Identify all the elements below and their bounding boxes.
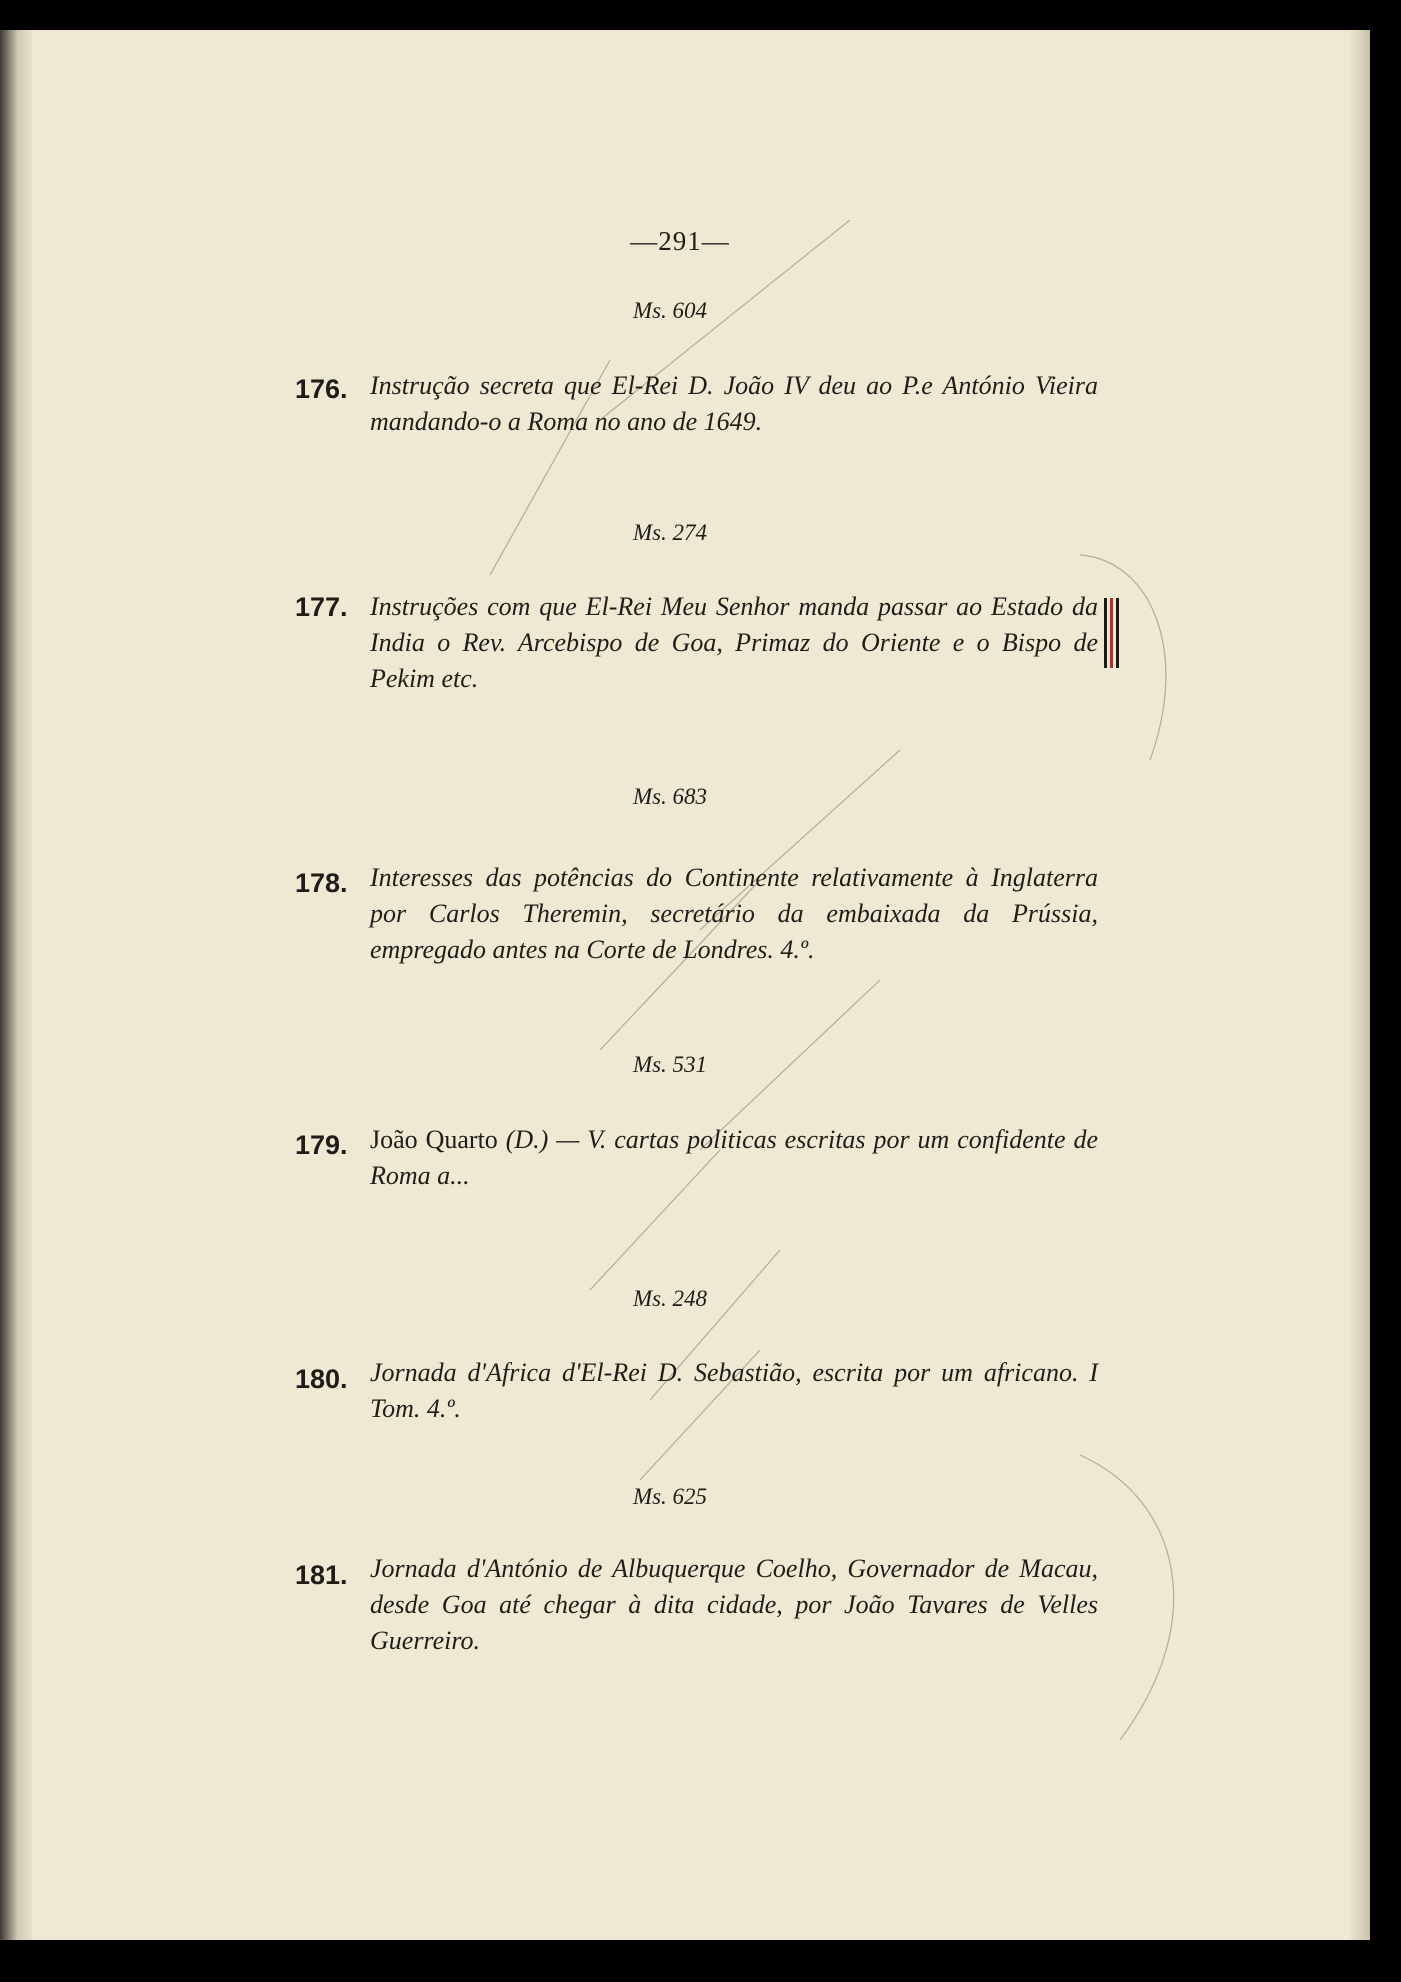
entry-text: Jornada d'Africa d'El-Rei D. Sebastião, escrita por um africano. I Tom. 4.º. bbox=[370, 1358, 1098, 1423]
page-number: —291— bbox=[630, 226, 730, 256]
entry-text bbox=[370, 1122, 1098, 1194]
entry-author: João Quarto bbox=[370, 1125, 506, 1154]
entry-number: 181. bbox=[295, 1560, 348, 1590]
entry-text: Interesses das potências do Continente relativamente à Inglaterra por Carlos Theremin, secretário da embaixada da Prússia, empregado antes na Corte de Londres. 4.º. bbox=[370, 863, 1098, 964]
manuscript-ref: Ms. 604 bbox=[632, 298, 708, 323]
manuscript-ref: Ms. 274 bbox=[632, 520, 708, 545]
manuscript-ref: Ms. 531 bbox=[632, 1052, 708, 1077]
entry-number: 178. bbox=[295, 868, 348, 898]
entry-number: 179. bbox=[295, 1130, 348, 1160]
margin-marker-red-bar bbox=[1110, 598, 1113, 668]
entry-number: 176. bbox=[295, 374, 348, 404]
margin-marker-black-bar bbox=[1104, 598, 1107, 668]
entry-text: Jornada d'António de Albuquerque Coelho, Governador de Macau, desde Goa até chegar à dita cidade, por João Tavares de Velles Guerreiro. bbox=[370, 1554, 1098, 1655]
entry-number: 180. bbox=[295, 1364, 348, 1394]
margin-marker bbox=[1104, 598, 1122, 668]
manuscript-ref: Ms. 683 bbox=[632, 784, 708, 809]
entry-number: 177. bbox=[295, 592, 348, 622]
entry-text: Instruções com que El-Rei Meu Senhor manda passar ao Estado da India o Rev. Arcebispo de Goa, Primaz do Oriente e o Bispo de Pekim etc. bbox=[370, 592, 1098, 693]
entry-title: (D.) — V. cartas politicas escritas por um confidente de Roma a... bbox=[370, 1125, 1098, 1190]
manuscript-ref: Ms. 248 bbox=[632, 1286, 708, 1311]
manuscript-ref: Ms. 625 bbox=[632, 1484, 708, 1509]
entry-text: Instrução secreta que El-Rei D. João IV deu ao P.e António Vieira mandando-o a Roma no ano de 1649. bbox=[370, 371, 1098, 436]
margin-marker-black-bar bbox=[1116, 598, 1119, 668]
